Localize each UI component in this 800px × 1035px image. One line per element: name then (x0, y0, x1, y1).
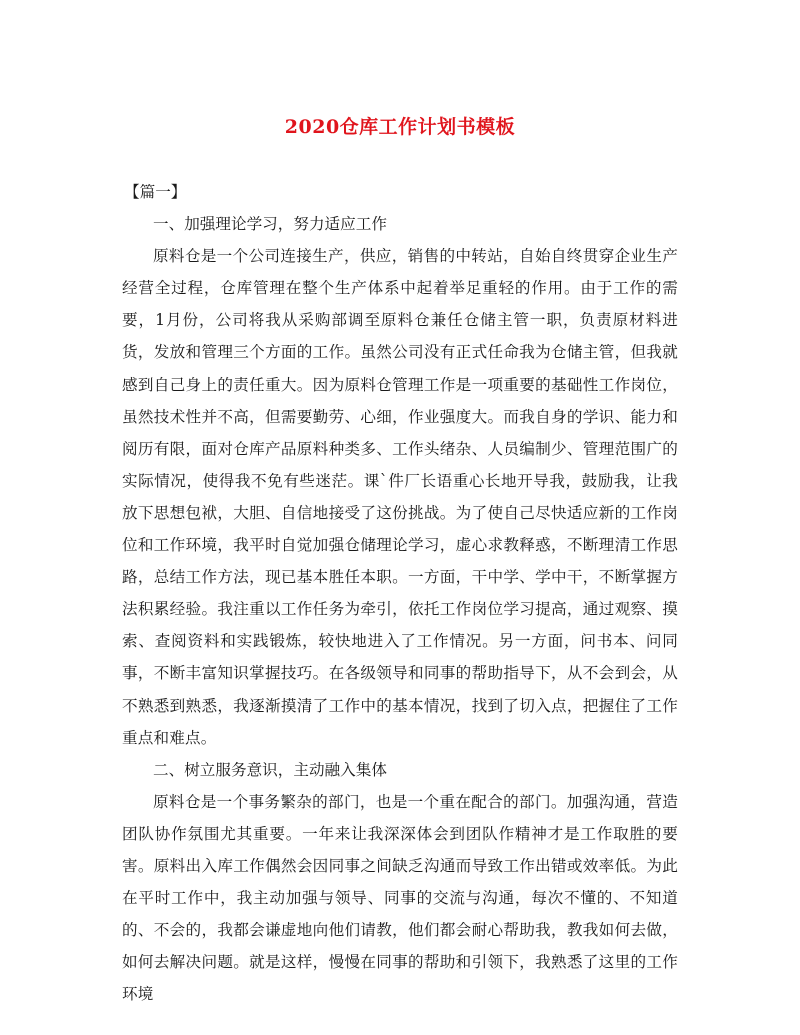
document-body (122, 176, 678, 1010)
document-title: 2020仓库工作计划书模板 (284, 116, 516, 138)
paragraph-1: 原料仓是一个公司连接生产，供应，销售的中转站，自始自终贯穿企业生产经营全过程，仓库管理在整个生产体系中起着举足重轻的作用。由于工作的需要，1月份，公司将我从采购部调至原料仓兼任仓储主管一职，负责原材料进货，发放和管理三个方面的工作。虽然公司没有正式任命我为仓储主管，但我就感到自己身上的责任重大。因为原料仓管理工作是一项重要的基础性工作岗位，虽然技术性并不高，但需要勤劳、心细，作业强度大。而我自身的学识、能力和阅历有限，面对仓库产品原料种类多、工作头绪杂、人员编制少、管理范围广的实际情况，使得我不免有些迷茫。课`件厂长语重心长地开导我，鼓励我，让我放下思想包袱，大胆、自信地接受了这份挑战。为了使自己尽快适应新的工作岗位和工作环境，我平时自觉加强仓储理论学习，虚心求教释惑，不断理清工作思路，总结工作方法，现已基本胜任本职。一方面，干中学、学中干，不断掌握方法积累经验。我注重以工作任务为牵引，依托工作岗位学习提高，通过观察、摸索、查阅资料和实践锻炼，较快地进入了工作情况。另一方面，问书本、问同事，不断丰富知识掌握技巧。在各级领导和同事的帮助指导下，从不会到会，从不熟悉到熟悉，我逐渐摸清了工作中的基本情况，找到了切入点，把握住了工作重点和难点。 (122, 247, 678, 747)
section-heading-1: 一、加强理论学习，努力适应工作 (153, 215, 387, 234)
paragraph-2: 原料仓是一个事务繁杂的部门，也是一个重在配合的部门。加强沟通，营造团队协作氛围尤其重要。一年来让我深深体会到团队作精神才是工作取胜的要害。原料出入库工作偶然会因同事之间缺乏沟通而导致工作出错或效率低。为此在平时工作中，我主动加强与领导、同事的交流与沟通，每次不懂的、不知道的、不会的，我都会谦虚地向他们请教，他们都会耐心帮助我，教我如何去做，如何去解决问题。就是这样，慢慢在同事的帮助和引领下，我熟悉了这里的工作环境 (122, 792, 678, 1004)
section-label: 【篇一】 (124, 183, 187, 201)
section-heading-2: 二、树立服务意识，主动融入集体 (153, 760, 387, 779)
